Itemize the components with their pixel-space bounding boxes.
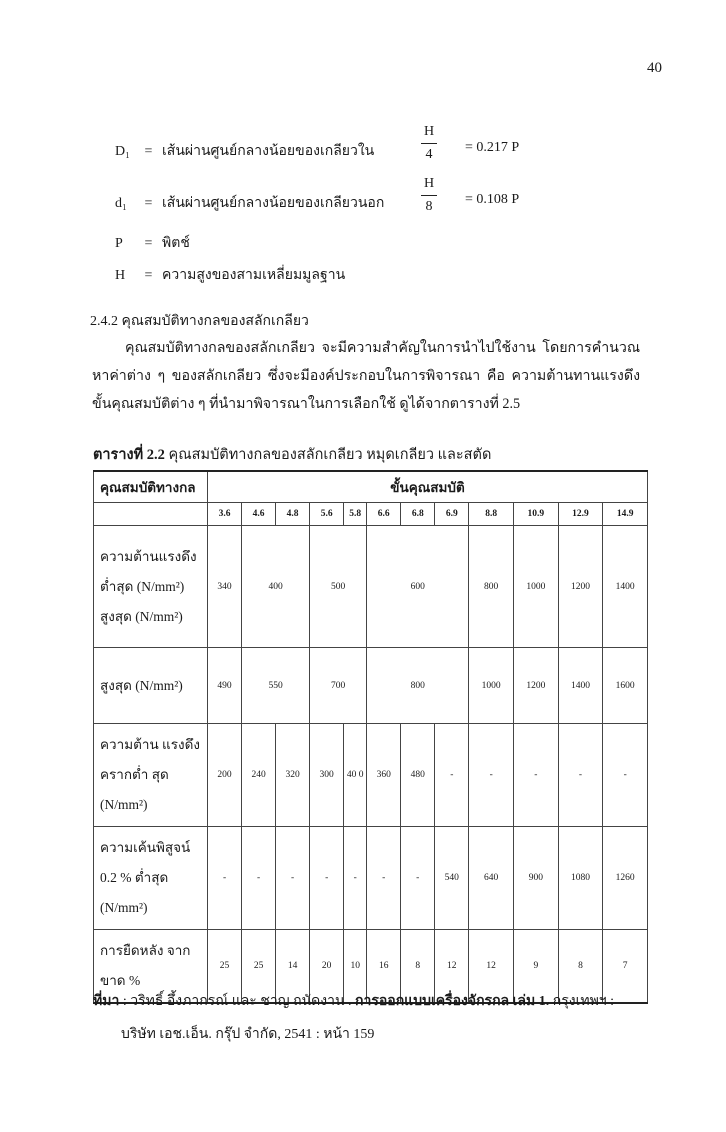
grades-row xyxy=(94,503,648,526)
definition-text: พิตช์ xyxy=(162,236,190,251)
definition-symbol: D₁ xyxy=(115,144,130,159)
table-cell: 1200 xyxy=(513,648,558,724)
fraction-numerator: H xyxy=(423,124,435,139)
table-cell: 800 xyxy=(367,648,469,724)
grade-cell: 4.6 xyxy=(242,503,276,526)
table-cell: 20 xyxy=(310,930,344,1004)
row-label-yield: ความต้าน แรงดึงครากต่ำ สุด (N/mm²) xyxy=(94,724,208,827)
table-cell: 1080 xyxy=(558,827,603,930)
table-cell: 640 xyxy=(469,827,514,930)
table-cell: - xyxy=(344,827,367,930)
table-cell: 25 xyxy=(242,930,276,1004)
table-cell: - xyxy=(603,724,648,827)
definition-D1 xyxy=(115,140,374,162)
row-label-max: สูงสุด (N/mm²) xyxy=(94,648,208,724)
definition-symbol: H xyxy=(115,268,126,283)
table-cell: 240 xyxy=(242,724,276,827)
table-cell: 540 xyxy=(435,827,469,930)
body-paragraph: คุณสมบัติทางกลของสลักเกลียว จะมีความสำคัญในการนำไปใช้งาน โดยการคำนวณหาค่าต่าง ๆ ของสลักเกลียว ซึ่งจะมีองค์ประกอบในการพิจารณา คือ ความต้านทานแรงดึง ขั้นคุณสมบัติต่าง ๆ ที่นำมาพิจารณาในการเลือกใช้ ดูได้จากตารางที่ 2.5 xyxy=(92,340,640,412)
definition-text: เส้นผ่านศูนย์กลางน้อยของเกลียวนอก xyxy=(162,196,385,211)
table-cell: 400 xyxy=(242,526,310,648)
table-cell: 800 xyxy=(469,526,514,648)
definition-equals: = xyxy=(144,196,153,211)
table-cell: 8 xyxy=(401,930,435,1004)
table-cell: 490 xyxy=(208,648,242,724)
grade-cell: 14.9 xyxy=(603,503,648,526)
definition-equals: = xyxy=(144,236,153,251)
table-cell: 1400 xyxy=(603,526,648,648)
grade-cell: 6.9 xyxy=(435,503,469,526)
grade-cell: 8.8 xyxy=(469,503,514,526)
value-D1: = 0.217 P xyxy=(465,140,520,155)
table-cell: - xyxy=(513,724,558,827)
source-line-2 xyxy=(121,1023,374,1045)
table-cell: 600 xyxy=(367,526,469,648)
table-cell: - xyxy=(367,827,401,930)
table-cell: - xyxy=(401,827,435,930)
table-cell: 1600 xyxy=(603,648,648,724)
source-line-1 xyxy=(93,990,614,1012)
definition-P xyxy=(115,232,190,254)
grade-cell: 4.8 xyxy=(276,503,310,526)
row-label-tensile: ความต้านแรงดึง ต่ำสุด (N/mm²) สูงสุด (N/mm²) xyxy=(94,526,208,648)
table-cell: 8 xyxy=(558,930,603,1004)
table-cell: - xyxy=(558,724,603,827)
source-year: 2541 xyxy=(284,1027,313,1042)
row-label-elongation: การยืดหลัง จาก ขาด % xyxy=(94,930,208,1004)
definition-equals: = xyxy=(144,144,153,159)
definition-symbol: P xyxy=(115,236,123,251)
table-row-max xyxy=(94,648,648,724)
table-cell: 500 xyxy=(310,526,367,648)
grade-cell: 6.6 xyxy=(367,503,401,526)
definition-H xyxy=(115,264,345,286)
table-cell: 320 xyxy=(276,724,310,827)
fraction-denominator: 4 xyxy=(425,147,433,162)
fraction-H-over-8 xyxy=(419,176,439,215)
source-title: การออกแบบเครื่องจักรกล เล่ม 1. xyxy=(355,994,550,1009)
source-authors: : วริทธิ์ อึ้งภากรณ์ และ ชาญ ถนัดงาน . xyxy=(119,994,356,1009)
table-cell: 1000 xyxy=(469,648,514,724)
table-row-tensile xyxy=(94,526,648,648)
table-cell: 1260 xyxy=(603,827,648,930)
table-cell: 700 xyxy=(310,648,367,724)
table-header-grade: ขั้นคุณสมบัติ xyxy=(208,471,648,503)
definition-text: เส้นผ่านศูนย์กลางน้อยของเกลียวใน xyxy=(162,144,375,159)
table-cell: 7 xyxy=(603,930,648,1004)
mechanical-properties-table xyxy=(93,470,648,1004)
page-number: 40 xyxy=(647,60,662,76)
grade-cell: 5.8 xyxy=(344,503,367,526)
definition-equals: = xyxy=(144,268,153,283)
grade-cell: 5.6 xyxy=(310,503,344,526)
table-cell: 12 xyxy=(435,930,469,1004)
table-cell: 300 xyxy=(310,724,344,827)
table-cell: 480 xyxy=(401,724,435,827)
table-cell: 200 xyxy=(208,724,242,827)
table-row-yield xyxy=(94,724,648,827)
value-d1: = 0.108 P xyxy=(465,192,520,207)
table-cell: - xyxy=(208,827,242,930)
fraction-bar xyxy=(421,195,437,196)
table-cell: 1200 xyxy=(558,526,603,648)
fraction-bar xyxy=(421,143,437,144)
table-cell: 340 xyxy=(208,526,242,648)
fraction-numerator: H xyxy=(423,176,435,191)
section-heading: 2.4.2 คุณสมบัติทางกลของสลักเกลียว xyxy=(90,314,309,329)
source-place: กรุงเทพฯ : xyxy=(549,994,615,1009)
table-cell: - xyxy=(469,724,514,827)
table-row-proof xyxy=(94,827,648,930)
source-page: : หน้า 159 xyxy=(312,1027,375,1042)
grade-cell: 10.9 xyxy=(513,503,558,526)
grade-cell: 6.8 xyxy=(401,503,435,526)
table-caption-text: คุณสมบัติทางกลของสลักเกลียว หมุดเกลียว และสตัด xyxy=(168,447,492,463)
table-cell: 360 xyxy=(367,724,401,827)
row-label-proof: ความเค้นพิสูจน์ 0.2 % ต่ำสุด (N/mm²) xyxy=(94,827,208,930)
table-cell: - xyxy=(310,827,344,930)
table-cell: 40 0 xyxy=(344,724,367,827)
fraction-denominator: 8 xyxy=(425,199,433,214)
source-label: ที่มา xyxy=(93,994,120,1009)
table-caption xyxy=(93,443,491,466)
fraction-H-over-4 xyxy=(419,124,439,163)
definition-d1 xyxy=(115,192,384,214)
grade-cell-blank xyxy=(94,503,208,526)
table-cell: 900 xyxy=(513,827,558,930)
definition-text: ความสูงของสามเหลี่ยมมูลฐาน xyxy=(162,268,346,283)
source-publisher: บริษัท เอช.เอ็น. กรุ๊ป จำกัด, xyxy=(121,1027,285,1042)
grade-cell: 12.9 xyxy=(558,503,603,526)
table-cell: 16 xyxy=(367,930,401,1004)
table-cell: - xyxy=(435,724,469,827)
table-cell: 25 xyxy=(208,930,242,1004)
table-cell: 10 xyxy=(344,930,367,1004)
table-cell: 12 xyxy=(469,930,514,1004)
table-header-property: คุณสมบัติทางกล xyxy=(94,471,208,503)
table-cell: - xyxy=(276,827,310,930)
table-cell: 1400 xyxy=(558,648,603,724)
table-cell: 14 xyxy=(276,930,310,1004)
table-cell: - xyxy=(242,827,276,930)
table-cell: 9 xyxy=(513,930,558,1004)
table-cell: 550 xyxy=(242,648,310,724)
table-caption-label: ตารางที่ 2.2 xyxy=(93,447,165,463)
definition-symbol: d₁ xyxy=(115,196,127,211)
table-cell: 1000 xyxy=(513,526,558,648)
grade-cell: 3.6 xyxy=(208,503,242,526)
